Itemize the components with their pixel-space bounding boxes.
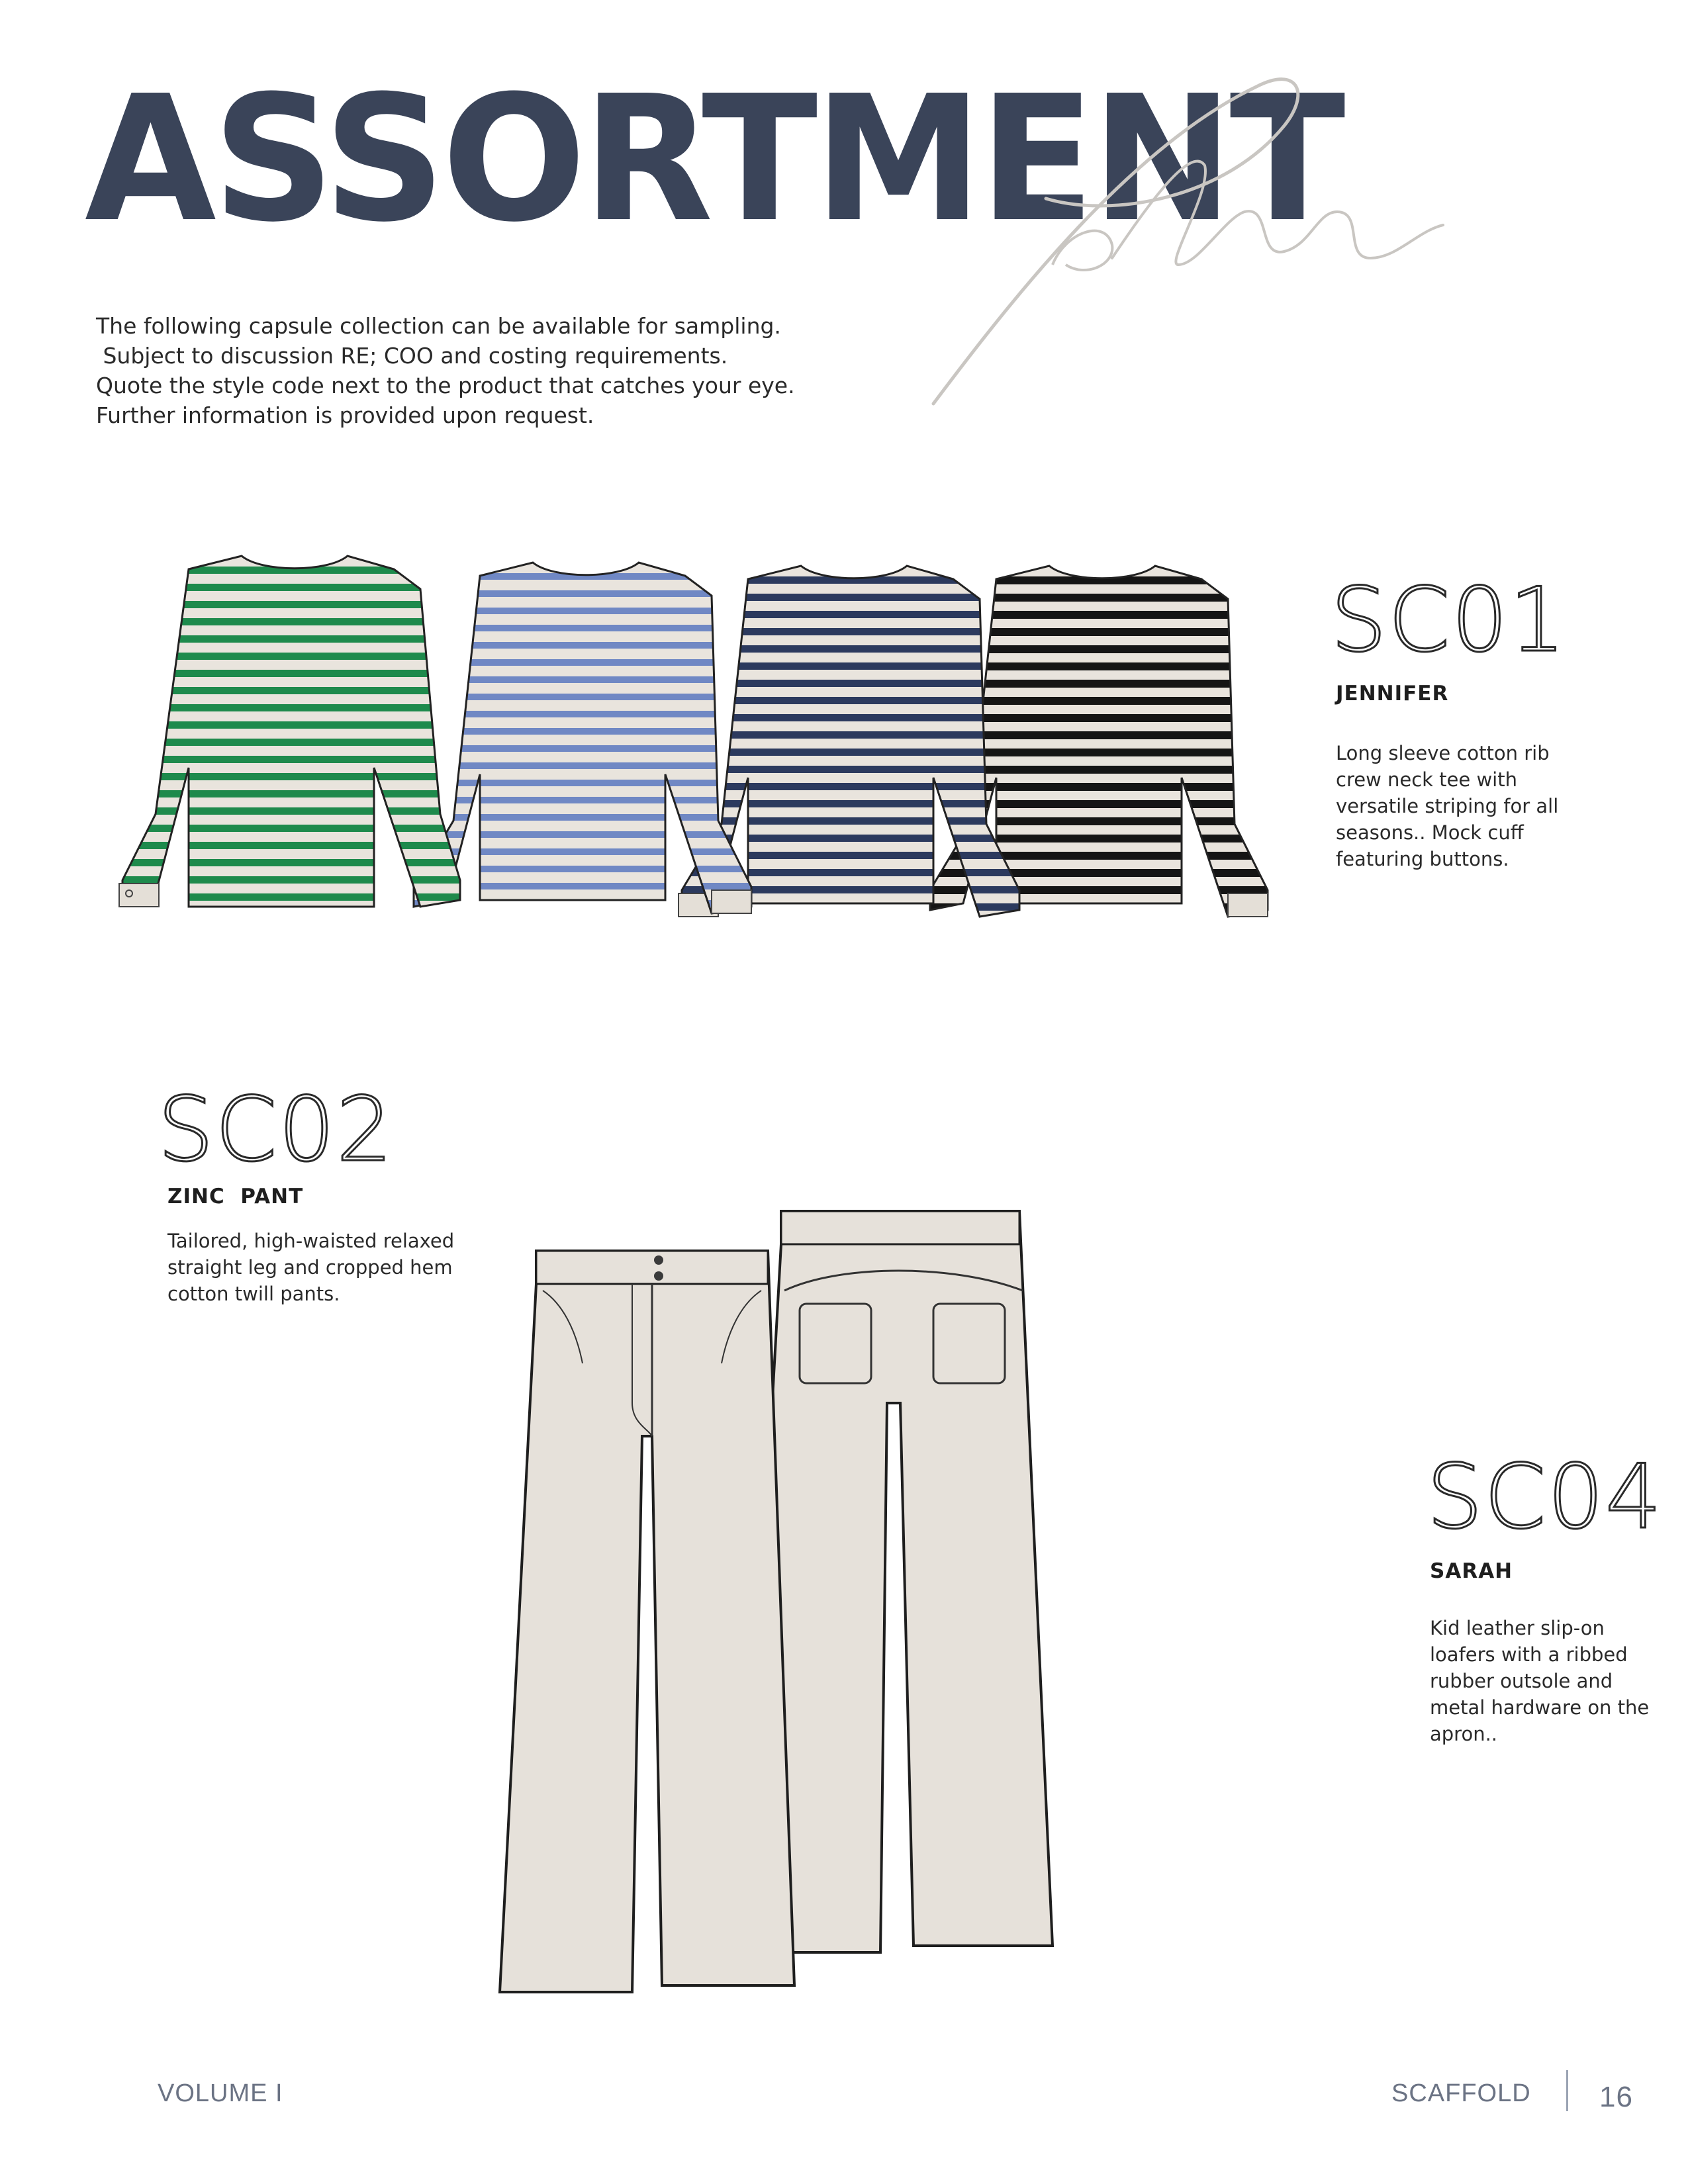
product-name-sc02: ZINC PANT <box>167 1185 304 1208</box>
product-code-sc04: SC04 <box>1427 1445 1664 1549</box>
product-name-sc04: SARAH <box>1430 1559 1513 1583</box>
product-code-sc02: SC02 <box>158 1078 395 1181</box>
script-word-plan <box>914 66 1456 424</box>
footer-divider <box>1566 2070 1568 2111</box>
page-number: 16 <box>1599 2081 1633 2113</box>
footer-brand: SCAFFOLD <box>1391 2079 1531 2107</box>
sc01-tee-illustrations <box>116 529 1301 966</box>
product-desc-sc04: Kid leather slip-on loafers with a ribbed rubber outsole and metal hardware on the apron.. <box>1430 1617 1650 1745</box>
intro-line: Subject to discussion RE; COO and costing requirements. <box>96 343 728 369</box>
intro-line: Further information is provided upon request. <box>96 402 594 428</box>
product-code-sc01: SC01 <box>1331 569 1568 672</box>
pant-front-view <box>500 1251 794 1992</box>
intro-text <box>96 311 890 430</box>
footer-volume: VOLUME I <box>158 2079 283 2107</box>
page-title: ASSORTMENT <box>85 58 1342 260</box>
product-desc-sc01: Long sleeve cotton rib crew neck tee with versatile striping for all seasons.. Mock cuff featuring buttons. <box>1336 742 1559 870</box>
svg-text:plan: plan <box>1198 339 1213 346</box>
intro-line: The following capsule collection can be available for sampling. <box>96 313 781 339</box>
tee-green <box>119 556 460 907</box>
sc02-pant-illustration <box>490 1205 1066 2012</box>
tee-blue <box>414 563 751 913</box>
product-name-sc01: JENNIFER <box>1336 682 1449 705</box>
intro-line: Quote the style code next to the product that catches your eye. <box>96 373 795 398</box>
product-desc-sc02: Tailored, high-waisted relaxed straight leg and cropped hem cotton twill pants. <box>167 1230 455 1305</box>
